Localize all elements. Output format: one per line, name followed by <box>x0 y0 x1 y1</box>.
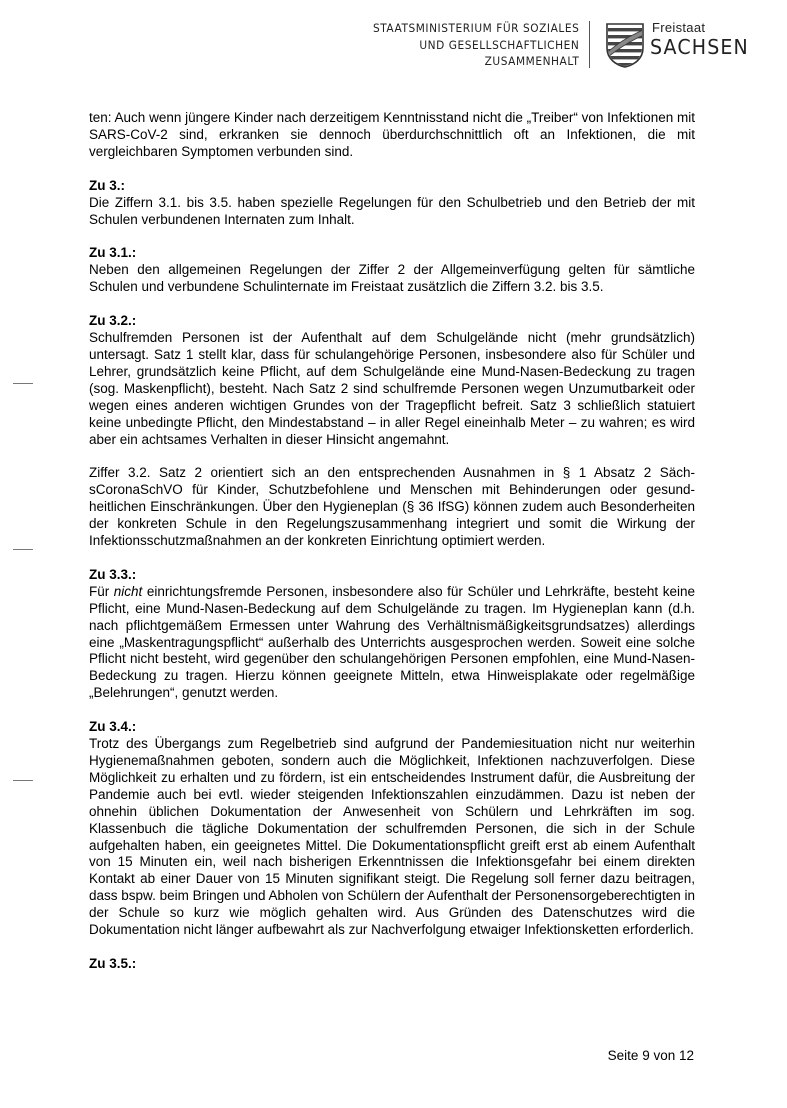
state-label-small: Freistaat <box>652 20 706 35</box>
section-heading: Zu 3.5.: <box>89 955 137 971</box>
document-body <box>89 110 695 973</box>
section-heading: Zu 3.4.: <box>89 719 137 735</box>
paragraph: ten: Auch wenn jüngere Kinder nach derzeitigem Kenntnisstand nicht die „Treiber“ von Infektionen mit SARS-CoV-2 sind, erkranken sie dennoch überdurchschnittlich oft an Infektionen, die mit vergleichbaren Symptomen verbunden sind. <box>89 110 695 159</box>
margin-fold-mark <box>13 549 33 550</box>
paragraph: Die Ziffern 3.1. bis 3.5. haben spezielle Regelungen für den Schulbetrieb und den Betrieb der mit Schulen verbundenen Internaten zum Inhalt. <box>89 194 695 227</box>
ministry-line-3: ZUSAMMENHALT <box>484 54 579 68</box>
section-heading: Zu 3.: <box>89 177 125 193</box>
state-label-large: SACHSEN <box>650 35 749 59</box>
header-divider <box>589 21 590 68</box>
ministry-line-1: STAATSMINISTERIUM FÜR SOZIALES <box>372 21 579 35</box>
section-heading: Zu 3.2.: <box>89 313 137 329</box>
paragraph: Neben den allgemeinen Regelungen der Ziffer 2 der Allgemeinverfügung gelten für sämtliche Schulen und verbundene Schulinternate im Freistaat zusätzlich die Ziffern 3.2. bis 3.5. <box>89 262 695 295</box>
margin-fold-mark <box>13 383 33 384</box>
ministry-line-2: UND GESELLSCHAFTLICHEN <box>418 37 579 52</box>
paragraph: Schulfremden Personen ist der Aufenthalt auf dem Schulgelände nicht (mehr grundsätzlich) untersagt. Satz 1 stellt klar, dass für schulangehörige Personen, insbesondere also für Schüler und Lehrer, grundsätzlich keine Pflicht, auf dem Schulgelände eine Mund-Nasen-Bedeckung zu tragen (sog. Maskenpflicht), besteht. Nach Satz 2 sind schulfremde Personen wegen Unzumutbarkeit oder wegen eines anderen wichtigen Grundes von der Tragepflicht befreit. Satz 3 schließlich statuiert keine unbedingte Pflicht, den Mindestabstand – in aller Regel eineinhalb Meter – zu wahren; es wird aber ein achtsames Verhalten in dieser Hinsicht angemahnt. <box>89 330 695 447</box>
paragraph: Für nicht einrichtungsfremde Personen, insbesondere also für Schüler und Lehrkräfte, besteht keine Pflicht, eine Mund-Nasen-Bedeckung auf dem Schulgelände zu tragen. Im Hygieneplan kann (d.h. nach pflichtgemäßem Ermessen unter Wahrung des Verhältnismäßigkeitsgrundsatzes) allerdings eine „Maskentragungspflicht“ außerhalb des Unterrichts ausgesprochen werden. Soweit eine solche Pflicht nicht besteht, wird gegenüber den schulangehörigen Personen empfohlen, eine Mund-Nasen-Bedeckung zu tragen. Hierzu können geeignete Mitteln, etwa Hinweisplakate oder regelmäßige „Belehrungen“, genutzt werden. <box>89 583 695 701</box>
paragraph: Trotz des Übergangs zum Regelbetrieb sind aufgrund der Pandemiesituation nicht nur weiterhin Hygienemaßnahmen geboten, sondern auch die Möglichkeit, Infektionen nachzuverfolgen. Diese Möglichkeit zu erhalten und zu fördern, ist ein entscheidendes Instrument dafür, die Ausbreitung der Pandemie auch bei evtl. wieder steigenden Infektionszahlen einzudämmen. Dazu ist neben der ohnehin üblichen Dokumentation der Anwesenheit von Schülern und Lehrkräften im sog. Klassenbuch die tägliche Dokumentation der schulfremden Personen, die sich in der Schule aufgehalten haben, ein geeignetes Mittel. Die Dokumentationspflicht greift erst ab einem Aufenthalt von 15 Minuten ein, weil nach bisherigen Erkenntnissen die Infektionsgefahr bei einem direkten Kontakt ab einer Dauer von 15 Minuten signifikant steigt. Die Regelung soll ferner dazu beitragen, dass bspw. beim Bringen und Abholen von Schülern der Aufenthalt der Personensorgeberechtigten in der Schule so kurz wie möglich gehalten wird. Aus Gründen des Datenschutzes wird die Dokumentation nicht länger aufbewahrt als zur Nachverfolgung etwaiger Infektionsketten erforderlich. <box>89 736 695 938</box>
section-heading: Zu 3.1.: <box>89 245 137 261</box>
page-number: Seite 9 von 12 <box>607 1048 694 1063</box>
margin-fold-mark <box>13 780 33 781</box>
paragraph: Ziffer 3.2. Satz 2 orientiert sich an den entsprechenden Ausnahmen in § 1 Absatz 2 SächsCoronaSchVO für Kinder, Schutzbefohlene und Menschen mit Behinderungen oder gesundheitlichen Einschränkungen. Über den Hygieneplan (§ 36 IfSG) können zudem auch Besonderheiten der konkreten Schule in den Regelungszusammenhang integriert und somit die Wirkung der Infektionsschutzmaßnahmen an der konkreten Einrichtung optimiert werden. <box>89 465 695 549</box>
saxony-coat-of-arms-icon <box>605 22 645 68</box>
section-heading: Zu 3.3.: <box>89 566 137 582</box>
ministry-name <box>373 20 579 70</box>
